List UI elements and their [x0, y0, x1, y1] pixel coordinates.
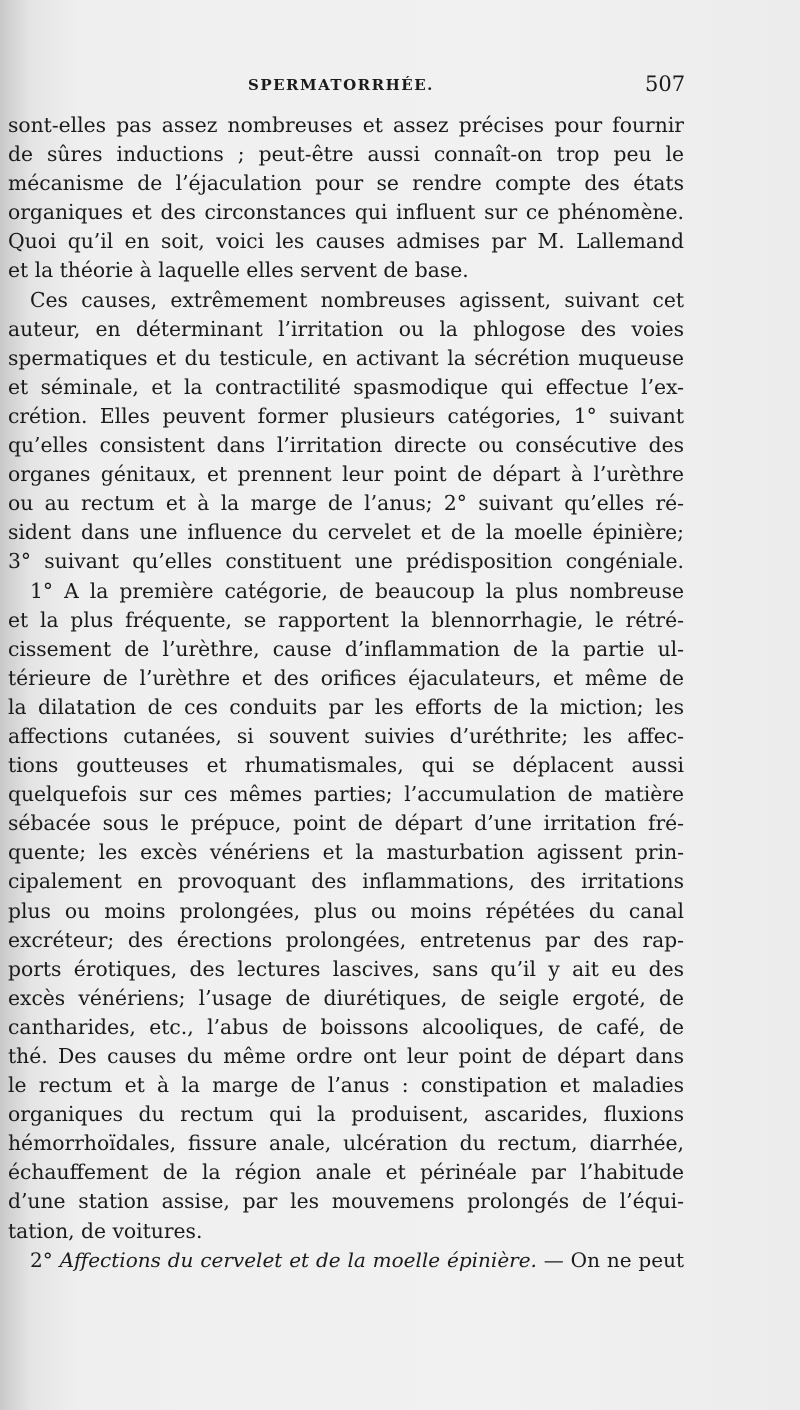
text-line: spermatiques et du testicule, en activant la sécrétion muqueuse [8, 345, 684, 370]
text-line: organes génitaux, et prennent leur point de départ à l’urèthre [8, 462, 684, 487]
text-line: tation, de voitures. [8, 1218, 203, 1243]
text-line-final [8, 1246, 684, 1275]
text-line: tions goutteuses et rhumatismales, qui se déplacent aussi [8, 753, 684, 778]
text-line: 1° A la première catégorie, de beaucoup la plus nombreuse [30, 578, 684, 603]
text-line: qu’elles consistent dans l’irritation directe ou consécutive des [8, 433, 684, 458]
running-title: SPERMATORRHÉE. [248, 76, 434, 94]
text-line: organiques du rectum qui la produisent, ascarides, fluxions [8, 1102, 684, 1127]
text-line: quente; les excès vénériens et la masturbation agissent prin- [8, 840, 684, 865]
text-line: crétion. Elles peuvent former plusieurs catégories, 1° suivant [8, 403, 684, 428]
text-line: 3° suivant qu’elles constituent une prédisposition congéniale. [8, 549, 684, 574]
text-line: excréteur; des érections prolongées, entretenus par des rap- [8, 927, 684, 952]
text-line: organiques et des circonstances qui influent sur ce phénomène. [8, 200, 684, 225]
text-line: cipalement en provoquant des inflammations, des irritations [8, 869, 684, 894]
page-number: 507 [645, 72, 686, 96]
text-line: ou au rectum et à la marge de l’anus; 2° suivant qu’elles ré- [8, 491, 684, 516]
section-heading: Affections du cervelet et de la moelle épinière. [59, 1247, 537, 1272]
text-line: échauffement de la région anale et périnéale par l’habitude [8, 1160, 684, 1185]
text-line: Quoi qu’il en soit, voici les causes admises par M. Lallemand [8, 229, 684, 254]
text-line: et la théorie à laquelle elles servent de base. [8, 258, 469, 283]
text-line: affections cutanées, si souvent suivies d’uréthrite; les affec- [8, 723, 684, 748]
text-line: thé. Des causes du même ordre ont leur point de départ dans [8, 1044, 684, 1068]
text-line: cantharides, etc., l’abus de boissons alcooliques, de café, de [8, 1014, 684, 1039]
page-header [0, 72, 800, 102]
text-line: auteur, en déterminant l’irritation ou la phlogose des voies [8, 316, 684, 341]
text-line: et séminale, et la contractilité spasmodique qui effectue l’ex- [8, 374, 684, 399]
text-line: quelquefois sur ces mêmes parties; l’accumulation de matière [8, 782, 684, 807]
text-line: et la plus fréquente, se rapportent la blennorrhagie, le rétré- [8, 607, 684, 632]
text-line: excès vénériens; l’usage de diurétiques, de seigle ergoté, de [8, 985, 684, 1010]
text-line: plus ou moins prolongées, plus ou moins répétées du canal [8, 898, 684, 923]
text-line: de sûres inductions ; peut-être aussi connaît-on trop peu le [8, 142, 684, 167]
section-text: — On ne peut [536, 1247, 684, 1272]
text-line: d’une station assise, par les mouvemens prolongés de l’équi- [8, 1189, 684, 1214]
text-line: hémorrhoïdales, fissure anale, ulcération du rectum, diarrhée, [8, 1131, 684, 1156]
text-line: mécanisme de l’éjaculation pour se rendre compte des états [8, 171, 684, 196]
section-number: 2° [30, 1247, 60, 1272]
text-line: sident dans une influence du cervelet et de la moelle épinière; [8, 520, 684, 545]
text-line: térieure de l’urèthre et des orifices éjaculateurs, et même de [8, 665, 684, 690]
text-line: le rectum et à la marge de l’anus : constipation et maladies [8, 1073, 684, 1098]
text-line: sébacée sous le prépuce, point de départ d’une irritation fré- [8, 811, 684, 836]
text-line: la dilatation de ces conduits par les efforts de la miction; les [8, 694, 684, 719]
text-line: cissement de l’urèthre, cause d’inflammation de la partie ul- [8, 636, 684, 661]
text-line: ports érotiques, des lectures lascives, sans qu’il y ait eu des [8, 956, 684, 981]
body-text [8, 111, 684, 1275]
text-line: Ces causes, extrêmement nombreuses agissent, suivant cet [30, 287, 684, 312]
text-line: sont-elles pas assez nombreuses et assez précises pour fournir [8, 113, 684, 137]
